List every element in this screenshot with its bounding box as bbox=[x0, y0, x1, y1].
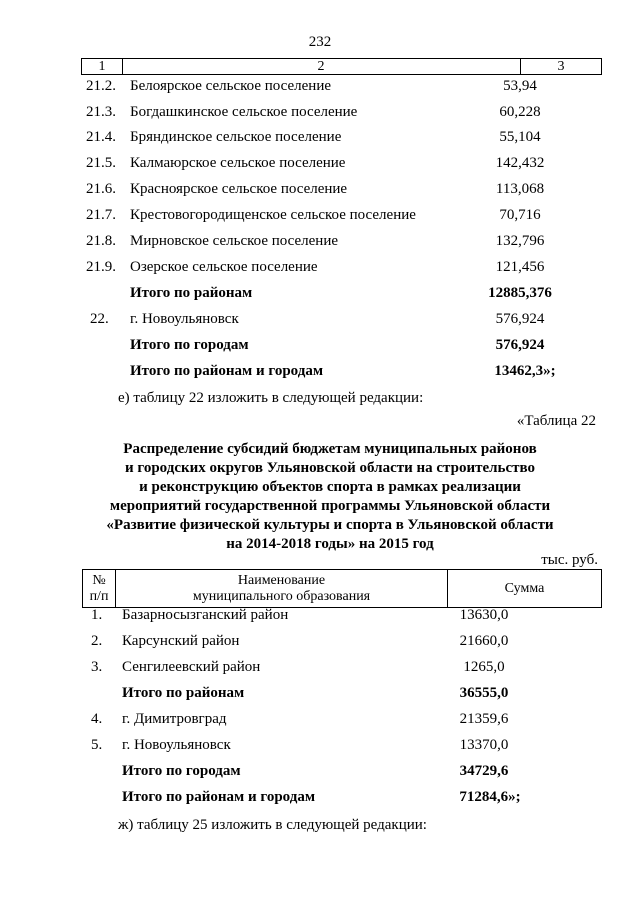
row-value: 21359,6 bbox=[459, 711, 509, 727]
table-row bbox=[0, 709, 640, 729]
row-name: Итого по районам bbox=[130, 285, 253, 301]
row-number: 5. bbox=[91, 737, 103, 753]
row-number: 21.3. bbox=[86, 104, 116, 120]
instruction-paragraph-e: е) таблицу 22 изложить в следующей редакции: bbox=[118, 390, 424, 406]
row-value: 576,924 bbox=[495, 337, 545, 353]
table-row bbox=[0, 76, 640, 96]
instruction-paragraph-zh: ж) таблицу 25 изложить в следующей редакции: bbox=[118, 817, 427, 833]
row-value: 60,228 bbox=[499, 104, 541, 120]
table-row bbox=[0, 657, 640, 677]
header-sum bbox=[448, 570, 601, 607]
row-name: Калмаюрское сельское поселение bbox=[130, 155, 346, 171]
table-row bbox=[0, 153, 640, 173]
row-name: Бряндинское сельское поселение bbox=[130, 129, 342, 145]
table-row-total bbox=[0, 335, 640, 355]
table-row bbox=[0, 631, 640, 651]
row-number: 21.8. bbox=[86, 233, 116, 249]
table1-header bbox=[81, 58, 602, 75]
row-number: 21.2. bbox=[86, 78, 116, 94]
title-line: и городских округов Ульяновской области на строительство bbox=[125, 460, 535, 476]
row-number: 21.6. bbox=[86, 181, 116, 197]
row-value: 142,432 bbox=[495, 155, 545, 171]
header-name-line2: муниципального образования bbox=[192, 588, 371, 604]
table-row bbox=[0, 205, 640, 225]
row-value: 113,068 bbox=[495, 181, 545, 197]
row-name: г. Димитровград bbox=[122, 711, 227, 727]
title-line: мероприятий государственной программы Ульяновской области bbox=[109, 498, 551, 514]
table-caption: «Таблица 22 bbox=[516, 413, 596, 429]
header-name bbox=[116, 570, 448, 607]
row-value: 13462,3»; bbox=[494, 363, 556, 379]
header-number-line1: № bbox=[92, 572, 106, 588]
row-number: 21.9. bbox=[86, 259, 116, 275]
title-line: «Развитие физической культуры и спорта в Ульяновской области bbox=[106, 517, 554, 533]
row-name: Итого по районам и городам bbox=[122, 789, 316, 805]
table-row bbox=[0, 605, 640, 625]
row-value: 70,716 bbox=[499, 207, 541, 223]
row-name: Мирновское сельское поселение bbox=[130, 233, 339, 249]
row-name: Итого по городам bbox=[130, 337, 249, 353]
row-number: 2. bbox=[91, 633, 103, 649]
page-number: 232 bbox=[308, 34, 332, 50]
table1-header-col1: 1 bbox=[82, 59, 123, 74]
row-number: 21.5. bbox=[86, 155, 116, 171]
table-row bbox=[0, 179, 640, 199]
row-number: 1. bbox=[91, 607, 103, 623]
document-title bbox=[60, 440, 600, 554]
row-number: 21.7. bbox=[86, 207, 116, 223]
table-row-total bbox=[0, 787, 640, 807]
row-name: Сенгилеевский район bbox=[122, 659, 261, 675]
row-value: 13370,0 bbox=[459, 737, 509, 753]
row-name: Итого по районам bbox=[122, 685, 245, 701]
table1-header-col3: 3 bbox=[557, 59, 565, 74]
row-value: 12885,376 bbox=[488, 285, 552, 301]
table-row-total bbox=[0, 283, 640, 303]
row-name: Богдашкинское сельское поселение bbox=[130, 104, 358, 120]
table-row bbox=[0, 231, 640, 251]
row-number: 22. bbox=[90, 311, 109, 327]
table2-header bbox=[82, 569, 602, 608]
header-name-line1: Наименование bbox=[237, 572, 326, 588]
units-label: тыс. руб. bbox=[541, 552, 598, 568]
table-row-total bbox=[0, 761, 640, 781]
row-value: 71284,6»; bbox=[459, 789, 521, 805]
table-row-total bbox=[0, 361, 640, 381]
table-row bbox=[0, 309, 640, 329]
header-number-line2: п/п bbox=[89, 588, 109, 604]
table1-header-col2: 2 bbox=[122, 59, 521, 74]
row-name: Итого по городам bbox=[122, 763, 241, 779]
row-name: Крестовогородищенское сельское поселение bbox=[130, 207, 416, 223]
table-row bbox=[0, 127, 640, 147]
row-value: 576,924 bbox=[495, 311, 545, 327]
row-name: г. Новоульяновск bbox=[130, 311, 239, 327]
row-number: 4. bbox=[91, 711, 103, 727]
row-value: 55,104 bbox=[499, 129, 541, 145]
row-value: 132,796 bbox=[495, 233, 545, 249]
row-value: 34729,6 bbox=[459, 763, 509, 779]
header-sum-label: Сумма bbox=[504, 580, 545, 596]
row-name: Базарносызганский район bbox=[122, 607, 289, 623]
table-row bbox=[0, 735, 640, 755]
row-name: Красноярское сельское поселение bbox=[130, 181, 348, 197]
row-name: Озерское сельское поселение bbox=[130, 259, 318, 275]
row-value: 36555,0 bbox=[459, 685, 509, 701]
table-row bbox=[0, 257, 640, 277]
table-row bbox=[0, 102, 640, 122]
title-line: на 2014-2018 годы» на 2015 год bbox=[226, 536, 434, 552]
row-number: 3. bbox=[91, 659, 103, 675]
header-number bbox=[83, 570, 116, 607]
row-name: Карсунский район bbox=[122, 633, 240, 649]
row-name: Белоярское сельское поселение bbox=[130, 78, 331, 94]
table-row-total bbox=[0, 683, 640, 703]
row-name: г. Новоульяновск bbox=[122, 737, 231, 753]
title-line: и реконструкцию объектов спорта в рамках реализации bbox=[139, 479, 521, 495]
row-value: 13630,0 bbox=[459, 607, 509, 623]
row-value: 21660,0 bbox=[459, 633, 509, 649]
row-value: 121,456 bbox=[495, 259, 545, 275]
row-number: 21.4. bbox=[86, 129, 116, 145]
row-name: Итого по районам и городам bbox=[130, 363, 324, 379]
row-value: 53,94 bbox=[503, 78, 537, 94]
title-line: Распределение субсидий бюджетам муниципальных районов bbox=[123, 441, 537, 457]
row-value: 1265,0 bbox=[463, 659, 505, 675]
